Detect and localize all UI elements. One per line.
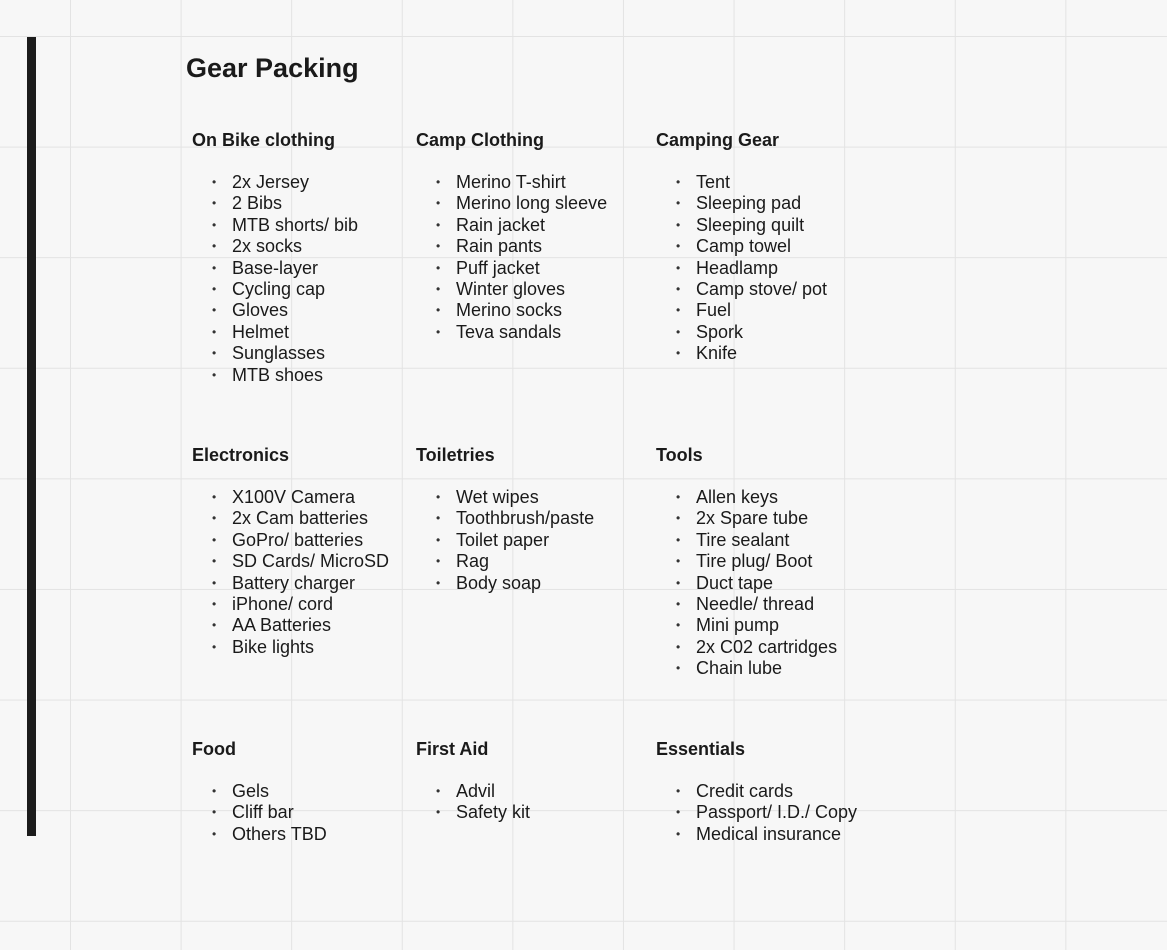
list-item: • Rain jacket xyxy=(416,215,607,236)
item-list xyxy=(416,172,607,343)
list-item: • MTB shoes xyxy=(192,365,358,386)
list-item: • 2x Spare tube xyxy=(656,508,837,529)
list-item: • Medical insurance xyxy=(656,824,857,845)
list-item: • Teva sandals xyxy=(416,322,607,343)
section-heading: Camping Gear xyxy=(656,130,780,150)
page-title: Gear Packing xyxy=(186,53,359,83)
list-item: • Duct tape xyxy=(656,573,837,594)
list-item: • Rag xyxy=(416,551,594,572)
list-item: • Advil xyxy=(416,781,530,802)
section-tools xyxy=(656,444,837,680)
list-item: • Bike lights xyxy=(192,637,389,658)
list-item: • Winter gloves xyxy=(416,279,607,300)
section-heading: Essentials xyxy=(656,739,746,759)
section-electronics xyxy=(192,444,389,658)
list-item: • Others TBD xyxy=(192,824,327,845)
section-camping-gear xyxy=(656,129,827,365)
section-food xyxy=(192,738,327,845)
list-item: • Spork xyxy=(656,322,827,343)
section-toiletries xyxy=(416,444,594,594)
list-item: • Battery charger xyxy=(192,573,389,594)
item-list xyxy=(656,172,827,365)
list-item: • Merino socks xyxy=(416,300,607,321)
list-item: • Chain lube xyxy=(656,658,837,679)
list-item: • Headlamp xyxy=(656,258,827,279)
list-item: • Safety kit xyxy=(416,802,530,823)
list-item: • Cliff bar xyxy=(192,802,327,823)
list-item: • Body soap xyxy=(416,573,594,594)
list-item: • Rain pants xyxy=(416,236,607,257)
item-list xyxy=(416,487,594,594)
list-item: • Knife xyxy=(656,343,827,364)
list-item: • Base-layer xyxy=(192,258,358,279)
section-heading: Toiletries xyxy=(416,445,495,465)
list-item: • Helmet xyxy=(192,322,358,343)
list-item: • 2x C02 cartridges xyxy=(656,637,837,658)
section-first-aid xyxy=(416,738,530,824)
list-item: • Sleeping quilt xyxy=(656,215,827,236)
section-camp-clothing xyxy=(416,129,607,343)
list-item: • Gloves xyxy=(192,300,358,321)
list-item: • Toilet paper xyxy=(416,530,594,551)
item-list xyxy=(656,781,857,845)
list-item: • Merino T-shirt xyxy=(416,172,607,193)
section-heading: Tools xyxy=(656,445,703,465)
list-item: • Tire plug/ Boot xyxy=(656,551,837,572)
list-item: • 2x Cam batteries xyxy=(192,508,389,529)
list-item: • Needle/ thread xyxy=(656,594,837,615)
list-item: • 2x Jersey xyxy=(192,172,358,193)
list-item: • Passport/ I.D./ Copy xyxy=(656,802,857,823)
section-essentials xyxy=(656,738,857,845)
section-on-bike-clothing xyxy=(192,129,358,386)
list-item: • Camp stove/ pot xyxy=(656,279,827,300)
section-heading: Electronics xyxy=(192,445,290,465)
list-item: • Mini pump xyxy=(656,615,837,636)
list-item: • AA Batteries xyxy=(192,615,389,636)
list-item: • Sleeping pad xyxy=(656,193,827,214)
list-item: • Tent xyxy=(656,172,827,193)
list-item: • 2x socks xyxy=(192,236,358,257)
list-item: • Tire sealant xyxy=(656,530,837,551)
list-item: • Camp towel xyxy=(656,236,827,257)
item-list xyxy=(192,781,327,845)
frame-left-bar xyxy=(27,37,36,836)
list-item: • Toothbrush/paste xyxy=(416,508,594,529)
list-item: • Sunglasses xyxy=(192,343,358,364)
list-item: • Fuel xyxy=(656,300,827,321)
item-list xyxy=(192,172,358,386)
item-list xyxy=(192,487,389,658)
list-item: • Puff jacket xyxy=(416,258,607,279)
list-item: • Gels xyxy=(192,781,327,802)
list-item: • 2 Bibs xyxy=(192,193,358,214)
item-list xyxy=(656,487,837,680)
list-item: • Cycling cap xyxy=(192,279,358,300)
list-item: • Credit cards xyxy=(656,781,857,802)
section-heading: Camp Clothing xyxy=(416,130,544,150)
list-item: • GoPro/ batteries xyxy=(192,530,389,551)
item-list xyxy=(416,781,530,824)
list-item: • iPhone/ cord xyxy=(192,594,389,615)
list-item: • MTB shorts/ bib xyxy=(192,215,358,236)
list-item: • Wet wipes xyxy=(416,487,594,508)
section-heading: On Bike clothing xyxy=(192,130,336,150)
list-item: • Allen keys xyxy=(656,487,837,508)
list-item: • Merino long sleeve xyxy=(416,193,607,214)
list-item: • X100V Camera xyxy=(192,487,389,508)
section-heading: Food xyxy=(192,739,236,759)
list-item: • SD Cards/ MicroSD xyxy=(192,551,389,572)
section-heading: First Aid xyxy=(416,739,489,759)
